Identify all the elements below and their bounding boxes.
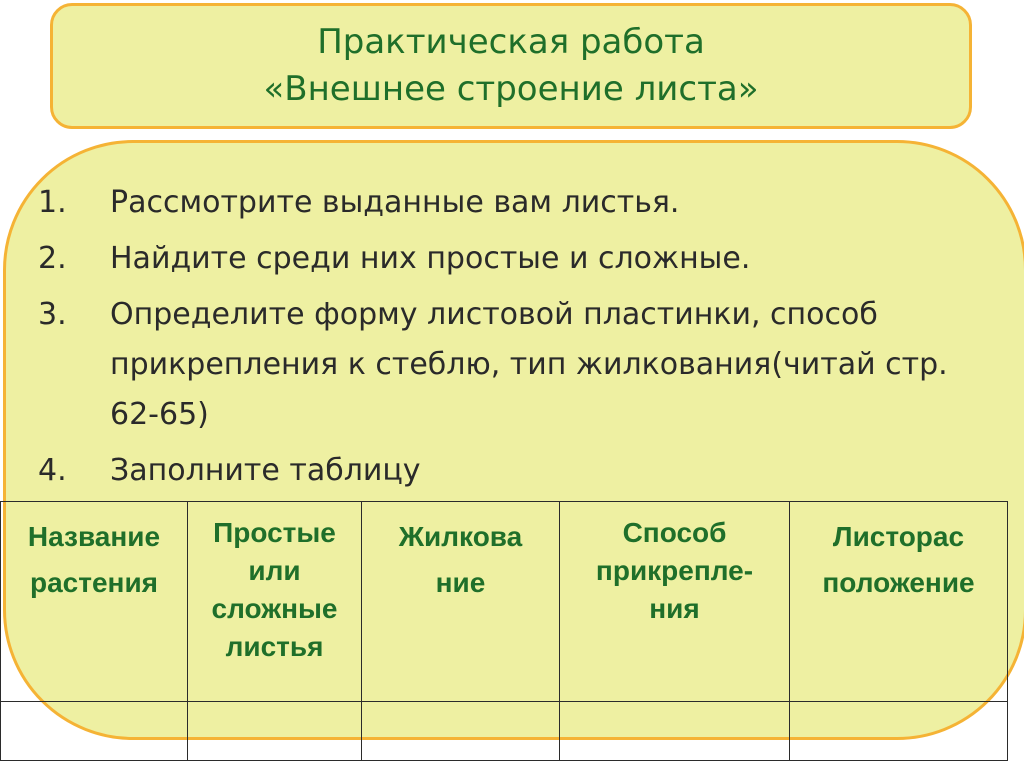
table-row — [1, 702, 1008, 761]
table-cell[interactable] — [560, 702, 790, 761]
title-line-1: Практическая работа — [317, 22, 705, 63]
task-number: 1. — [38, 185, 67, 220]
task-number: 4. — [38, 453, 67, 488]
header-leaf-type: Простые или сложные листья — [188, 502, 362, 702]
task-item — [38, 234, 958, 284]
task-text: Найдите среди них простые и сложные. — [110, 241, 751, 276]
header-venation: Жилкова ние — [362, 502, 560, 702]
task-text: Определите форму листовой пластинки, способ прикрепления к стеблю, тип жилкования(читай стр. 62-65) — [110, 297, 948, 432]
task-item — [38, 290, 958, 440]
header-arrangement: Листорас положение — [790, 502, 1008, 702]
task-text: Заполните таблицу — [110, 453, 421, 488]
observation-table — [0, 501, 1008, 761]
task-text: Рассмотрите выданные вам листья. — [110, 185, 680, 220]
table-cell[interactable] — [188, 702, 362, 761]
table-cell[interactable] — [362, 702, 560, 761]
header-plant-name: Название растения — [1, 502, 188, 702]
table-cell[interactable] — [1, 702, 188, 761]
header-attachment: Способ прикрепле- ния — [560, 502, 790, 702]
title-line-2: «Внешнее строение листа» — [263, 69, 759, 109]
task-number: 3. — [38, 297, 67, 332]
table-header-row — [1, 502, 1008, 702]
task-item — [38, 446, 958, 496]
slide-title — [50, 3, 972, 129]
table-cell[interactable] — [790, 702, 1008, 761]
task-item — [38, 178, 958, 228]
task-number: 2. — [38, 241, 67, 276]
task-list — [38, 178, 958, 502]
